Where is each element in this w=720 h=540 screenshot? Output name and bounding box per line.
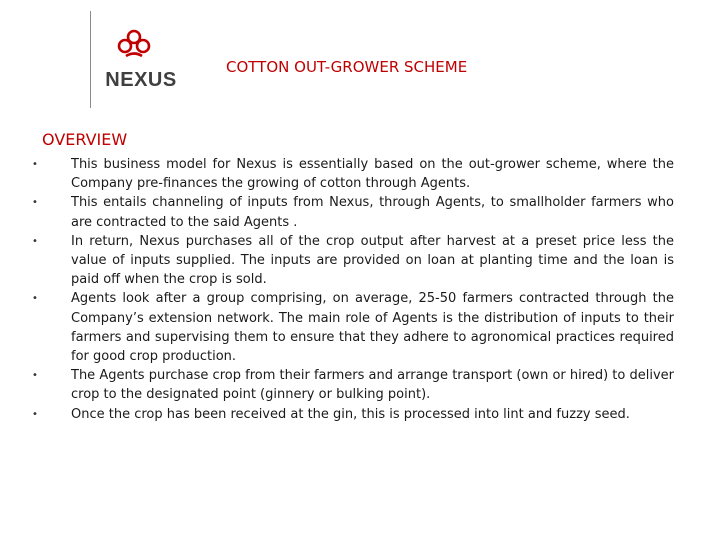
- section-heading: OVERVIEW: [42, 130, 128, 149]
- logo-wordmark: NEXUS: [105, 69, 177, 91]
- bullet-text: Agents look after a group comprising, on average, 25-50 farmers contracted through the Company’s extension network. The main role of Agents is the distribution of inputs to their farmers and supervising them to ensure that they adhere to agronomical practices required for good crop production.: [71, 291, 674, 365]
- list-item: [32, 289, 674, 366]
- cotton-flower-icon: [117, 29, 151, 61]
- slide-title: COTTON OUT-GROWER SCHEME: [226, 58, 468, 76]
- bullet-marker: •: [32, 235, 38, 247]
- list-item: [32, 193, 674, 231]
- bullet-marker: •: [32, 293, 38, 305]
- list-item: [32, 366, 674, 404]
- bullet-marker: •: [32, 408, 38, 420]
- bullet-text: This business model for Nexus is essentially based on the out-grower scheme, where the Company pre-finances the growing of cotton through Agents.: [71, 157, 674, 192]
- bullet-text: This entails channeling of inputs from Nexus, through Agents, to smallholder farmers who are contracted to the said Agents .: [71, 195, 674, 230]
- bullet-marker: •: [32, 370, 38, 382]
- bullet-text: Once the crop has been received at the gin, this is processed into lint and fuzzy seed.: [71, 406, 630, 422]
- list-item: [32, 405, 674, 424]
- list-item: [32, 232, 674, 290]
- bullet-text: In return, Nexus purchases all of the crop output after harvest at a preset price less the value of inputs supplied. The inputs are provided on loan at planting time and the loan is paid off when the crop is sold.: [71, 233, 674, 288]
- bullet-list: [32, 155, 674, 424]
- bullet-marker: •: [32, 159, 38, 170]
- bullet-text: The Agents purchase crop from their farmers and arrange transport (own or hired) to deliver crop to the designated point (ginnery or bulking point).: [71, 368, 674, 403]
- company-logo: [90, 11, 189, 108]
- list-item: [32, 155, 674, 193]
- bullet-marker: •: [32, 197, 38, 209]
